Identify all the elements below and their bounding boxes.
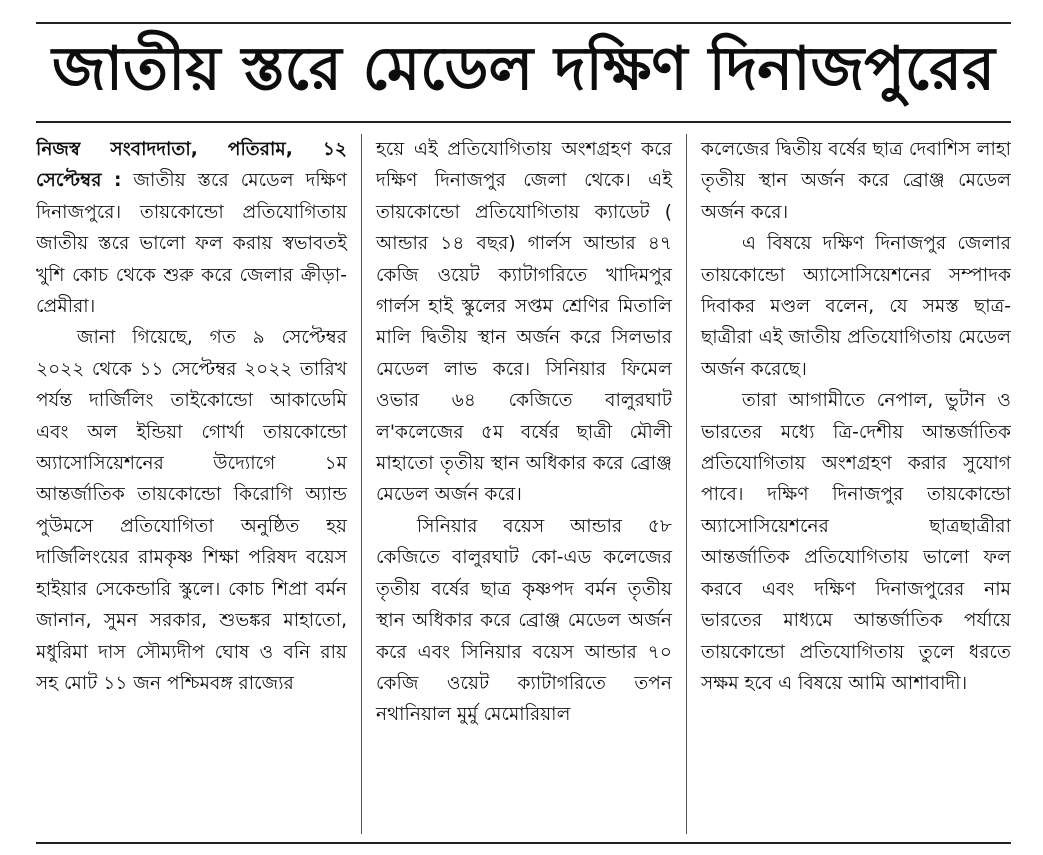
paragraph-2-continued: হয়ে এই প্রতিযোগিতায় অংশগ্রহণ করে দক্ষিণ দিনাজপুর জেলা থেকে। এই তায়কোন্ডো প্রতিযোগিতায় ক্যাডেট ( আন্ডার ১৪ বছর) গার্লস আন্ডার ৪৭ কেজি ওয়েট ক্যাটাগরিতে খাদিমপুর গার্লস হাই স্কুলের সপ্তম শ্রেণির মিতালি মালি দ্বিতীয় স্থান অর্জন করে সিলভার মেডেল লাভ করে। সিনিয়ার ফিমেল ওভার ৬৪ কেজিতে বালুরঘাট ল'কলেজের ৫ম বর্ষের ছাত্রী মৌলী মাহাতো তৃতীয় স্থান অধিকার করে ব্রোঞ্জ মেডেল অর্জন করে। (376, 139, 672, 506)
paragraph-2: জানা গিয়েছে, গত ৯ সেপ্টেম্বর ২০২২ থেকে ১১ সেপ্টেম্বর ২০২২ তারিখ পর্যন্ত দার্জিলিং তাইকোন্ডো আকাডেমি এবং অল ইন্ডিয়া গোর্খা তায়কোন্ডো অ্যাসোসিয়েশনের উদ্যোগে ১ম আন্তর্জাতিক তায়কোন্ডো কিরোগি অ্যান্ড পুউমসে প্রতিযোগিতা অনুষ্ঠিত হয় দার্জিলিংয়ের রামকৃষ্ণ শিক্ষা পরিষদ বয়েস হাইয়ার সেকেন্ডারি স্কুলে। কোচ শিপ্রা বর্মন জানান, সুমন সরকার, শুভঙ্কর মাহাতো, মধুরিমা দাস সৌম্যদীপ ঘোষ ও বনি রায় সহ মোট ১১ জন পশ্চিমবঙ্গ রাজ্যের (36, 327, 347, 694)
paragraph-5: তারা আগামীতে নেপাল, ভুটান ও ভারতের মধ্যে ত্রি-দেশীয় আন্তর্জাতিক প্রতিযোগিতায় অংশগ্রহণ করার সুযোগ পাবে। দক্ষিণ দিনাজপুর তায়কোন্ডো অ্যাসোসিয়েশনের ছাত্রছাত্রীরা আন্তর্জাতিক প্রতিযোগিতায় ভালো ফল করবে এবং দক্ষিণ দিনাজপুরের নাম ভারতের মাধ্যমে আন্তর্জাতিক পর্যায়ে তায়কোন্ডো প্রতিযোগিতায় তুলে ধরতে সক্ষম হবে এ বিষয়ে আমি আশাবাদী। (701, 390, 1011, 694)
article-body (36, 134, 1011, 834)
headline: জাতীয় স্তরে মেডেল দক্ষিণ দিনাজপুরের (51, 34, 996, 104)
paragraph-3-continued: কলেজের দ্বিতীয় বর্ষের ছাত্র দেবাশিস লাহা তৃতীয় স্থান অর্জন করে ব্রোঞ্জ মেডেল অর্জন করে। (701, 139, 1011, 223)
lead-paragraph (36, 134, 347, 322)
dateline: নিজস্ব সংবাদদাতা, পতিরাম, ১২ সেপ্টেম্বর : (36, 139, 347, 192)
column-2 (361, 134, 686, 834)
column-1 (36, 134, 361, 834)
paragraph-4: এ বিষয়ে দক্ষিণ দিনাজপুর জেলার তায়কোন্ডো অ্যাসোসিয়েশনের সম্পাদক দিবাকর মণ্ডল বলেন, যে সমস্ত ছাত্র-ছাত্রীরা এই জাতীয় প্রতিযোগিতায় মেডেল অর্জন করেছে। (701, 233, 1011, 380)
paragraph-3: সিনিয়ার বয়েস আন্ডার ৫৮ কেজিতে বালুরঘাট কো-এড কলেজের তৃতীয় বর্ষের ছাত্র কৃষ্ণপদ বর্মন তৃতীয় স্থান অধিকার করে ব্রোঞ্জ মেডেল অর্জন করে এবং সিনিয়ার বয়েস আন্ডার ৭০ কেজি ওয়েট ক্যাটাগরিতে তপন নথানিয়াল মুর্মু মেমোরিয়াল (376, 515, 672, 726)
column-3 (686, 134, 1011, 834)
bottom-rule (36, 842, 1011, 844)
headline-rule (36, 121, 1011, 123)
lead-text: জাতীয় স্তরে মেডেল দক্ষিণ দিনাজপুরে। তায়কোন্ডো প্রতিযোগিতায় জাতীয় স্তরে ভালো ফল করায় স্বভাবতই খুশি কোচ থেকে শুরু করে জেলার ক্রীড়া-প্রেমীরা। (36, 170, 347, 318)
